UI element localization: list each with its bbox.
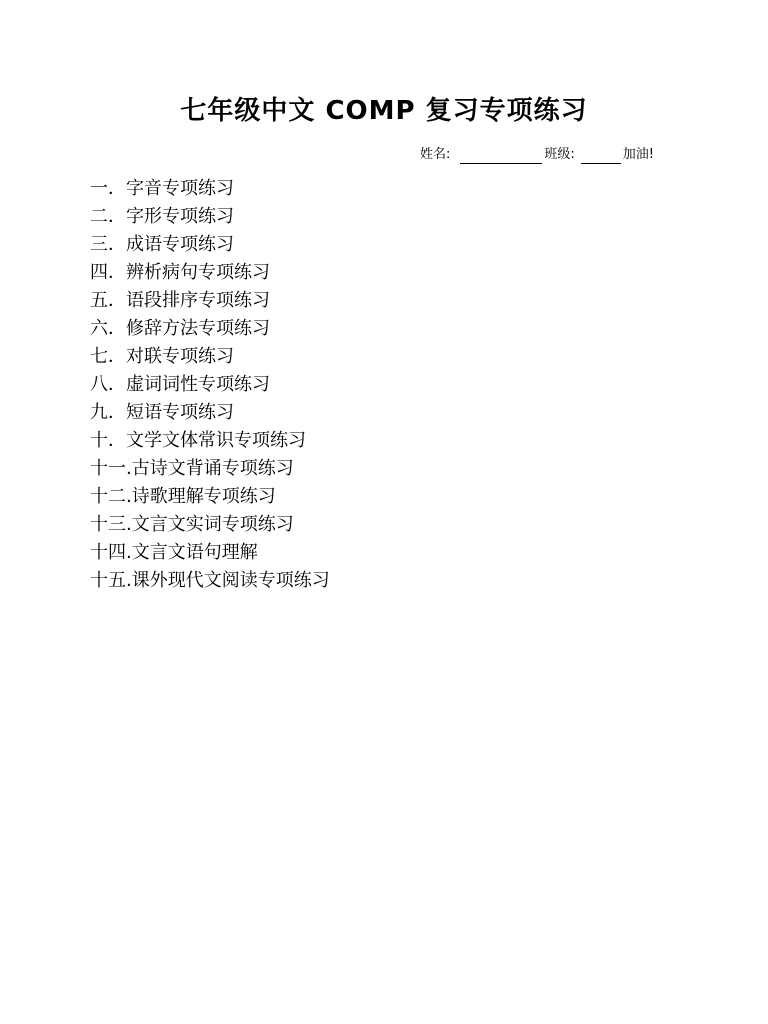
item-number: 六． — [90, 318, 126, 339]
item-label: 修辞方法专项练习 — [126, 318, 270, 339]
item-number: 二． — [90, 206, 126, 227]
table-of-contents — [90, 175, 330, 595]
item-label: 虚词词性专项练习 — [126, 374, 270, 395]
list-item — [90, 343, 330, 371]
list-item — [90, 455, 330, 483]
list-item — [90, 315, 330, 343]
list-item — [90, 259, 330, 287]
item-number: 一． — [90, 178, 126, 199]
class-label: 班级: — [544, 147, 575, 162]
item-label: 文言文语句理解 — [131, 542, 258, 563]
item-label: 短语专项练习 — [126, 402, 234, 423]
item-label: 文学文体常识专项练习 — [126, 430, 306, 451]
item-label: 语段排序专项练习 — [126, 290, 270, 311]
item-label: 诗歌理解专项练习 — [131, 486, 276, 507]
item-number: 四． — [90, 262, 126, 283]
list-item — [90, 399, 330, 427]
item-number: 十二. — [90, 486, 132, 507]
list-item — [90, 483, 330, 511]
name-label: 姓名: — [420, 147, 451, 162]
list-item — [90, 371, 330, 399]
item-number: 五． — [90, 290, 126, 311]
item-label: 对联专项练习 — [126, 346, 234, 367]
item-number: 七． — [90, 346, 126, 367]
list-item — [90, 511, 330, 539]
cheer-text: 加油! — [622, 147, 654, 162]
item-number: 十． — [90, 430, 126, 451]
class-blank — [581, 149, 621, 164]
list-item — [90, 539, 330, 567]
page-title: 七年级中文 COMP 复习专项练习 — [180, 96, 588, 126]
item-label: 古诗文背诵专项练习 — [131, 458, 294, 479]
item-number: 八． — [90, 374, 126, 395]
list-item — [90, 427, 330, 455]
item-label: 字形专项练习 — [126, 206, 234, 227]
list-item — [90, 567, 330, 595]
item-label: 辨析病句专项练习 — [126, 262, 270, 283]
list-item — [90, 203, 330, 231]
student-info-line — [420, 144, 654, 164]
item-number: 十五. — [90, 570, 132, 591]
item-label: 文言文实词专项练习 — [131, 514, 294, 535]
item-number: 十一. — [90, 458, 132, 479]
item-label: 课外现代文阅读专项练习 — [131, 570, 330, 591]
list-item — [90, 231, 330, 259]
list-item — [90, 175, 330, 203]
item-label: 成语专项练习 — [126, 234, 234, 255]
item-number: 九． — [90, 402, 126, 423]
item-label: 字音专项练习 — [126, 178, 234, 199]
list-item — [90, 287, 330, 315]
item-number: 三． — [90, 234, 126, 255]
item-number: 十三. — [90, 514, 132, 535]
name-blank — [460, 149, 542, 164]
item-number: 十四. — [90, 542, 132, 563]
